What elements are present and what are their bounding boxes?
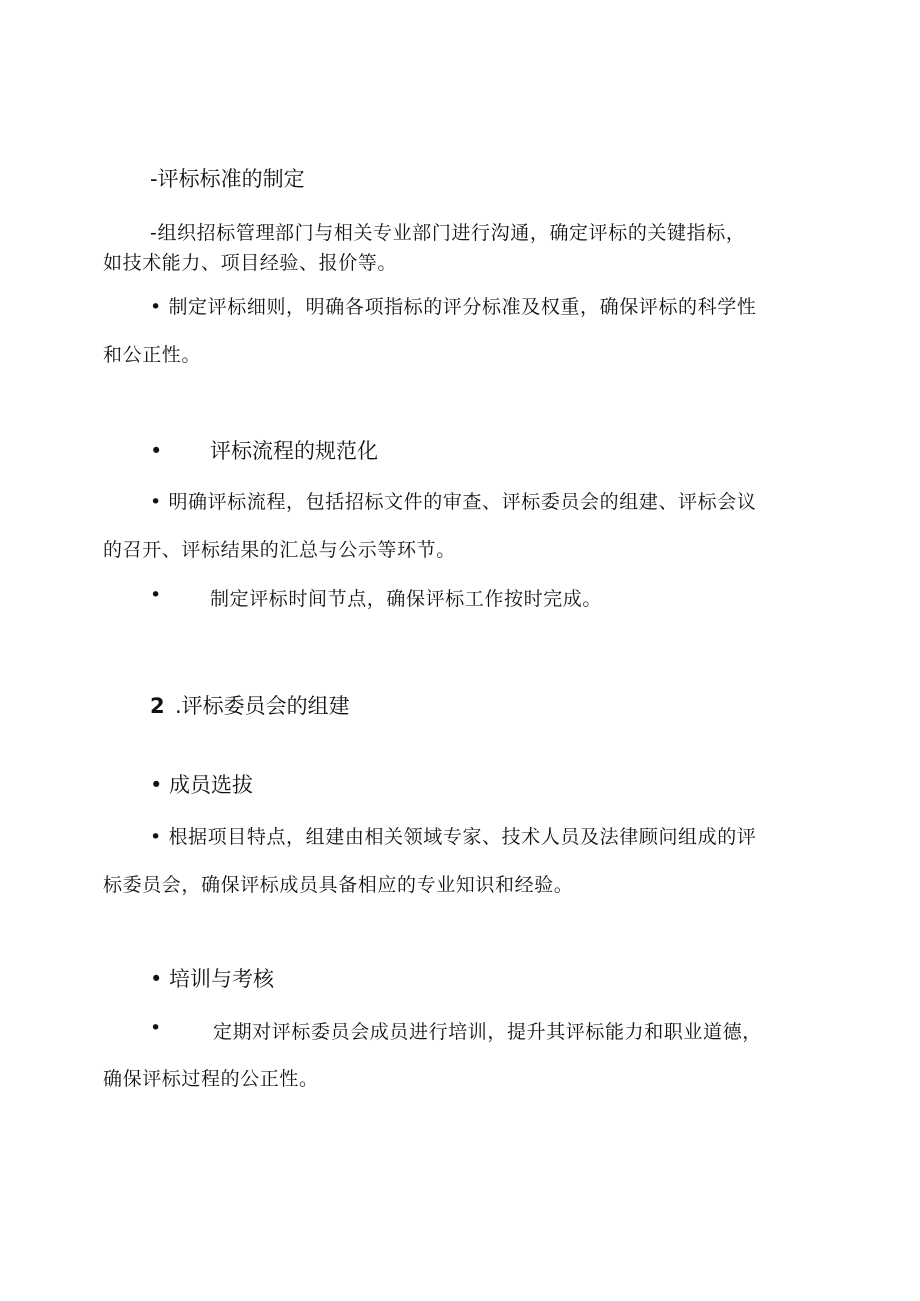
section-heading-standards: -评标标准的制定: [150, 167, 305, 191]
paragraph-line: 的召开、评标结果的汇总与公示等环节。: [103, 539, 456, 561]
bullet-glyph: •: [150, 584, 162, 606]
subsection-heading-training: • 培训与考核: [150, 967, 275, 991]
paragraph-line: 定期对评标委员会成员进行培训，提升其评标能力和职业道德，: [213, 1021, 762, 1043]
section-heading-process: 评标流程的规范化: [210, 439, 378, 463]
paragraph-line: 标委员会，确保评标成员具备相应的专业知识和经验。: [103, 874, 574, 896]
section-number: 2: [150, 694, 165, 718]
paragraph-line: • 制定评标细则，明确各项指标的评分标准及权重，确保评标的科学性: [150, 296, 757, 318]
paragraph-line: 制定评标时间节点，确保评标工作按时完成。: [210, 588, 603, 610]
paragraph-line: -组织招标管理部门与相关专业部门进行沟通，确定评标的关键指标，: [150, 222, 746, 244]
bullet-glyph: •: [150, 439, 163, 463]
bullet-glyph: •: [150, 1017, 162, 1039]
paragraph-line: 如技术能力、项目经验、报价等。: [103, 252, 398, 274]
paragraph-line: 确保评标过程的公正性。: [103, 1068, 319, 1090]
paragraph-line: 和公正性。: [103, 344, 202, 366]
paragraph-line: • 明确评标流程，包括招标文件的审查、评标委员会的组建、评标会议: [150, 491, 757, 513]
subsection-heading-selection: • 成员选拔: [150, 773, 254, 797]
section-heading-committee: .评标委员会的组建: [175, 694, 350, 718]
paragraph-line: • 根据项目特点，组建由相关领域专家、技术人员及法律顾问组成的评: [150, 826, 757, 848]
